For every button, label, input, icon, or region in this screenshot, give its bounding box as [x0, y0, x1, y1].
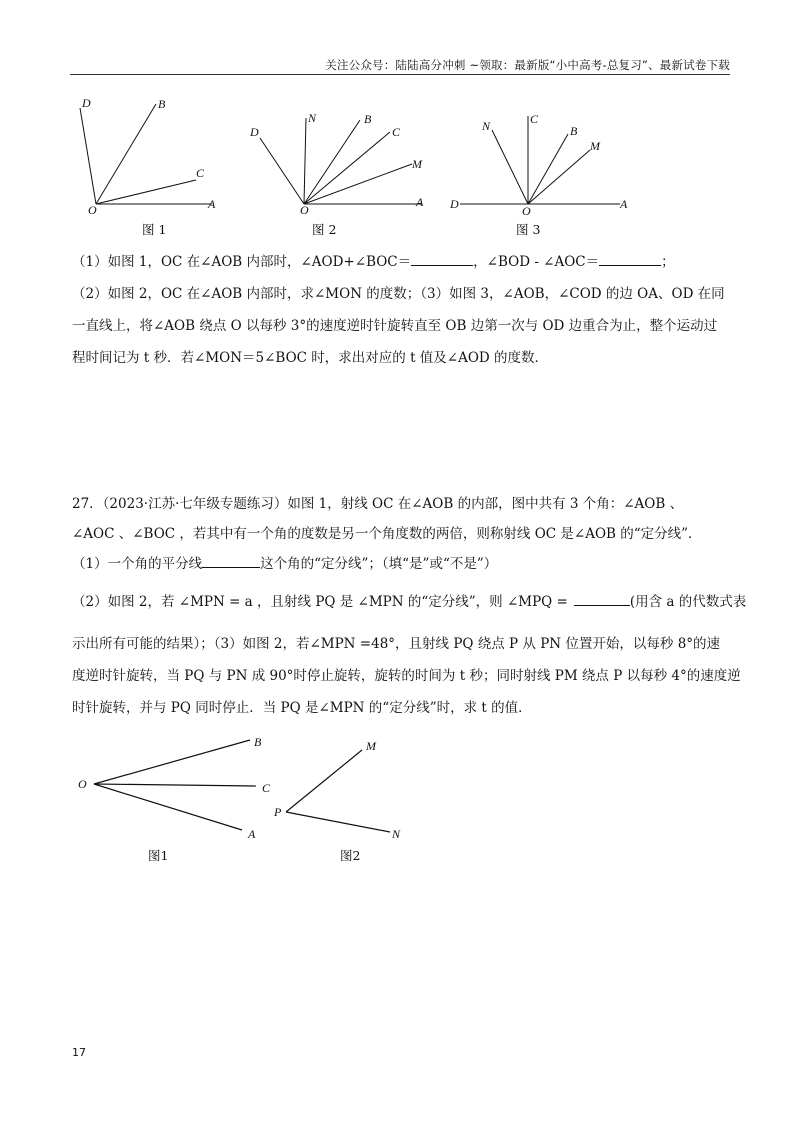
label-A: A — [416, 195, 424, 209]
page-header — [70, 58, 730, 75]
q26-line1-text: （1）如图 1，OC 在∠AOB 内部时，∠AOD+∠BOC＝ — [72, 254, 412, 270]
page-number: 17 — [72, 1046, 86, 1059]
figure-bottom-1 — [78, 735, 271, 863]
label-B: B — [570, 124, 578, 138]
q27-line4a-text: （2）如图 2，若 ∠MPN = a ，且射线 PQ 是 ∠MPN 的“定分线”，则 ∠MPQ = — [72, 594, 568, 610]
figure-3 — [449, 112, 628, 237]
label-O: O — [78, 777, 87, 791]
label-N: N — [392, 827, 401, 841]
answer-blank — [411, 253, 473, 266]
q27-line7: 时针旋转，并与 PQ 同时停止．当 PQ 是∠MPN 的“定分线”时，求 t 的值． — [72, 700, 532, 716]
label-M: M — [366, 739, 376, 753]
label-C: C — [530, 112, 539, 126]
label-P: P — [274, 805, 282, 819]
label-A: A — [208, 197, 216, 211]
figures-bottom — [70, 730, 430, 870]
caption-bottom-fig2: 图2 — [340, 848, 361, 863]
q27-line4b-text: (用含 a 的代数式表 — [629, 594, 747, 610]
q26-line3: 一直线上，将∠AOB 绕点 O 以每秒 3°的速度逆时针旋转直至 OB 边第一次与 OD 边重合为止，整个运动过 — [72, 318, 718, 334]
figure-2 — [249, 111, 424, 237]
caption-bottom-fig1: 图1 — [148, 848, 169, 863]
q27-line6: 度逆时针旋转，当 PQ 与 PN 成 90°时停止旋转，旋转的时间为 t 秒；同时射线 PM 绕点 P 以每秒 4°的速度逆 — [72, 668, 741, 684]
q26-line1c-text: ； — [661, 254, 675, 270]
caption-fig3: 图 3 — [516, 222, 541, 237]
q27-line3a-text: （1）一个角的平分线 — [72, 556, 203, 572]
caption-fig1: 图 1 — [142, 222, 167, 237]
label-N: N — [308, 111, 317, 125]
answer-blank — [599, 253, 661, 266]
q26-line1b-text: ，∠BOD - ∠AOC＝ — [473, 254, 600, 270]
label-M: M — [412, 157, 422, 171]
label-C: C — [262, 781, 271, 795]
label-D: D — [450, 197, 459, 211]
label-B: B — [158, 97, 166, 111]
q27-line5: 示出所有可能的结果）；（3）如图 2，若∠MPN =48°，且射线 PQ 绕点 P 从 PN 位置开始，以每秒 8°的速 — [72, 636, 721, 652]
label-C: C — [392, 125, 401, 139]
q27-line4 — [72, 592, 746, 612]
q27-line2: ∠AOC 、∠BOC ，若其中有一个角的度数是另一个角度数的两倍，则称射线 OC 是∠AOB 的“定分线”． — [72, 526, 702, 542]
caption-fig2: 图 2 — [312, 222, 337, 237]
label-A: A — [248, 827, 256, 841]
label-A: A — [620, 197, 628, 211]
q26-line2: （2）如图 2，OC 在∠AOB 内部时，求∠MON 的度数；（3）如图 3，∠AOB，∠COD 的边 OA、OD 在同 — [72, 286, 725, 302]
q27-line3b-text: 这个角的“定分线”；（填“是”或“不是”） — [260, 556, 498, 572]
answer-blank — [202, 555, 260, 568]
label-B: B — [364, 112, 372, 126]
label-O: O — [300, 203, 309, 217]
label-N: N — [482, 119, 491, 133]
q26-line1 — [72, 252, 675, 272]
figures-top — [60, 90, 680, 240]
label-O: O — [522, 204, 531, 218]
label-D: D — [82, 96, 91, 110]
label-B: B — [254, 735, 262, 749]
label-C: C — [196, 166, 205, 180]
q27-line1: 27．（2023·江苏·七年级专题练习）如图 1，射线 OC 在∠AOB 的内部，图中共有 3 个角：∠AOB 、 — [72, 496, 684, 512]
label-O: O — [88, 203, 97, 217]
figure-1 — [80, 96, 216, 237]
label-D: D — [250, 125, 259, 139]
answer-blank — [574, 593, 630, 606]
label-M: M — [590, 139, 600, 153]
q27-line3 — [72, 554, 497, 574]
header-text: 关注公众号：陆陆高分冲刺 ~领取：最新版“小中高考-总复习”、最新试卷下载 — [325, 58, 730, 72]
q26-line4: 程时间记为 t 秒．若∠MON＝5∠BOC 时，求出对应的 t 值及∠AOD 的度数． — [72, 350, 549, 366]
figure-bottom-2 — [273, 739, 401, 863]
